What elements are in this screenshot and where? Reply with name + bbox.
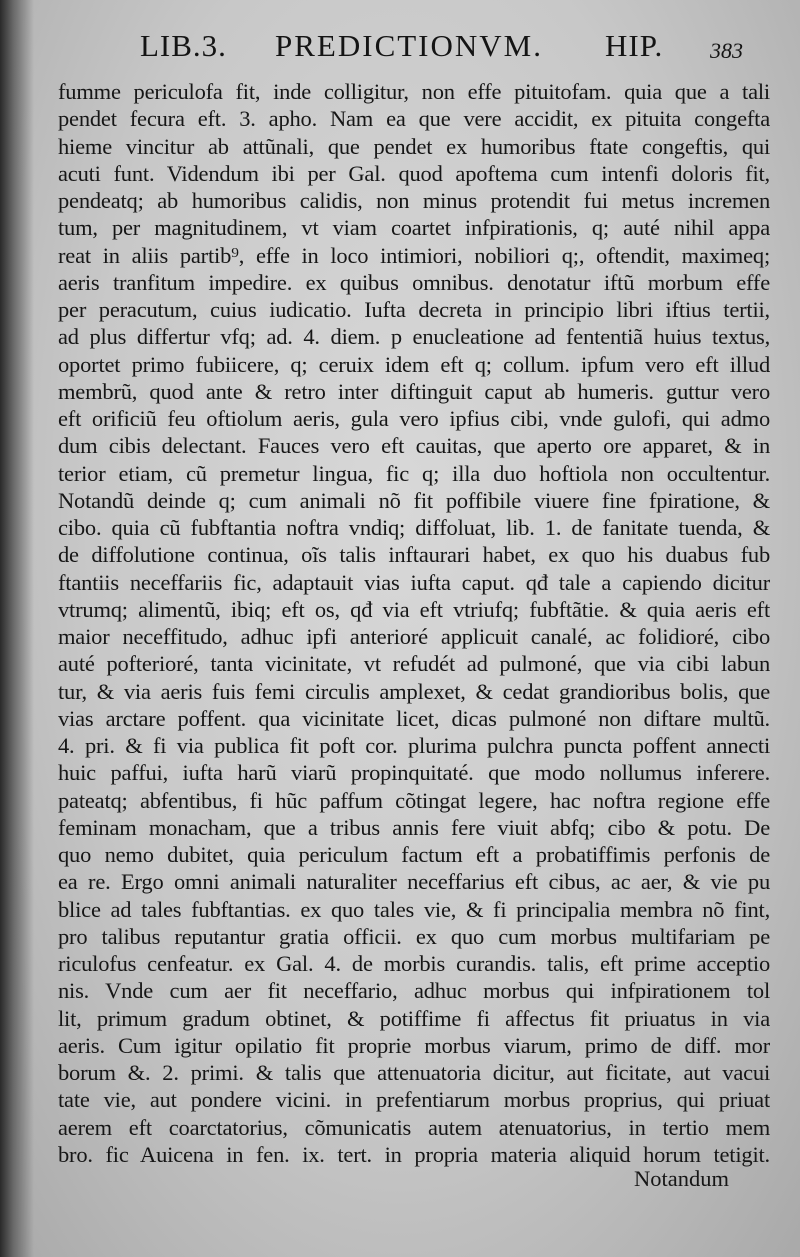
binding-shadow	[0, 0, 34, 1257]
text-line: pendeatq; ab humoribus calidis, non minus protendit fui metus incremen	[58, 188, 770, 213]
text-line: pateatq; abfentibus, fi hũc paffum cõtingat legere, hac noftra regione effe	[58, 787, 770, 813]
text-line: terior etiam, cũ premetur lingua, fic q; illa duo hoftiola non occultentur.	[58, 460, 770, 486]
text-line: blice ad tales fubftantias. ex quo tales vie, & fi principalia membra nõ fint,	[58, 896, 770, 922]
text-line: lit, primum gradum obtinet, & potiffime fi affectus fit priuatus in via	[58, 1005, 770, 1031]
text-line: bro. fic Auicena in fen. ix. tert. in propria materia aliquid horum tetigit.	[58, 1141, 770, 1167]
text-line: aeris tranfitum impedire. ex quibus omnibus. denotatur iftũ morbum effe	[58, 269, 770, 295]
text-line: tum, per magnitudinem, vt viam coartet infpirationis, q; auté nihil appa	[58, 215, 770, 241]
text-line: tate vie, aut pondere vicini. in prefentiarum morbus proprius, qui priuat	[58, 1087, 770, 1113]
text-line: oportet primo fubiicere, q; ceruix idem eft q; collum. ipfum vero eft illud	[58, 351, 770, 377]
text-line: eft orificiũ feu oftiolum aeris, gula vero ipfius cibi, vnde gulofi, qui admo	[58, 406, 770, 431]
text-line: huic paffui, iufta harũ viarũ propinquitaté. que modo nollumus inferere.	[58, 760, 770, 786]
text-line: riculofus cenfeatur. ex Gal. 4. de morbis curandis. talis, eft prime acceptio	[58, 951, 770, 976]
text-line: cibo. quia cũ fubftantia noftra vndiq; diffoluat, lib. 1. de fanitate tuenda, &	[58, 515, 770, 540]
text-line: ad plus differtur vfq; ad. 4. diem. p enucleatione ad fententiã huius textus,	[58, 324, 770, 350]
text-line: hieme vincitur ab attũnali, que pendet ex humoribus ftate congeftis, qui	[58, 133, 770, 159]
text-line: quo nemo dubitet, quia periculum factum eft a probatiffimis perfonis de	[58, 842, 770, 867]
text-line: pro talibus reputantur gratia officii. ex quo cum morbus multifariam pe	[58, 923, 770, 949]
text-line: borum &. 2. primi. & talis que attenuatoria dicitur, aut ficitate, aut vacui	[58, 1060, 770, 1085]
text-line: 4. pri. & fi via publica fit poft cor. plurima pulchra puncta poffent annecti	[58, 733, 770, 758]
text-line: per peracutum, cuius iudicatio. Iufta decreta in principio libri iftius tertii,	[58, 297, 770, 322]
text-line: maior neceffitudo, adhuc ipfi anterioré applicuit canalé, ac folidioré, cibo	[58, 624, 770, 649]
text-line: membrũ, quod ante & retro inter diftinguit caput ab humeris. guttur vero	[58, 378, 770, 404]
text-line: ea re. Ergo omni animali naturaliter neceffarius eft cibus, ac aer, & vie pu	[58, 869, 770, 895]
header-book: LIB.3.	[140, 28, 227, 63]
catchword: Notandum	[634, 1166, 729, 1191]
text-line: tur, & via aeris fuis femi circulis amplexet, & cedat grandioribus bolis, que	[58, 678, 770, 704]
text-line: dum cibis delectant. Fauces vero eft cauitas, que aperto ore apparet, & in	[58, 433, 770, 459]
header-author: HIP.	[605, 28, 664, 63]
page-number: 383	[710, 38, 743, 63]
text-line: reat in aliis partib⁹, effe in loco intimiori, nobiliori q;, oftendit, maximeq;	[58, 242, 770, 268]
text-line: acuti funt. Videndum ibi per Gal. quod apoftema cum intenfi doloris fit,	[58, 160, 770, 186]
text-line: nis. Vnde cum aer fit neceffario, adhuc morbus qui infpirationem tol	[58, 978, 770, 1004]
text-line: fumme periculofa fit, inde colligitur, non effe pituitofam. quia que a tali	[58, 79, 770, 104]
text-line: Notandũ deinde q; cum animali nõ fit poffibile viuere fine fpiratione, &	[58, 487, 770, 513]
text-line: de diffolutione continua, oĩs talis inftaurari habet, ex quo his duabus fub	[58, 542, 770, 568]
text-line: vias arctare poffent. qua vicinitate licet, dicas pulmoné non diftare multũ.	[58, 705, 770, 731]
body-text	[58, 78, 770, 1168]
text-line: feminam monacham, que a tribus annis fere viuit abfq; cibo & potu. De	[58, 814, 770, 840]
header-title: PREDICTIONVM.	[275, 28, 543, 63]
text-line: vtrumq; alimentũ, ibiq; eft os, qđ via eft vtriufq; fubftãtie. & quia aeris eft	[58, 596, 770, 622]
text-line: auté pofterioré, tanta vicinitate, vt refudét ad pulmoné, que via cibi labun	[58, 651, 770, 677]
text-line: aeris. Cum igitur opilatio fit proprie morbus viarum, primo de diff. mor	[58, 1032, 770, 1058]
running-header	[0, 28, 800, 78]
text-line: aerem eft coarctatorius, cõmunicatis autem atenuatorius, in tertio mem	[58, 1114, 770, 1140]
text-line: ftantiis neceffariis fic, adaptauit vias iufta caput. qđ tale a capiendo dicitur	[58, 569, 770, 595]
text-line: pendet fecura eft. 3. apho. Nam ea que vere accidit, ex pituita congefta	[58, 106, 770, 132]
